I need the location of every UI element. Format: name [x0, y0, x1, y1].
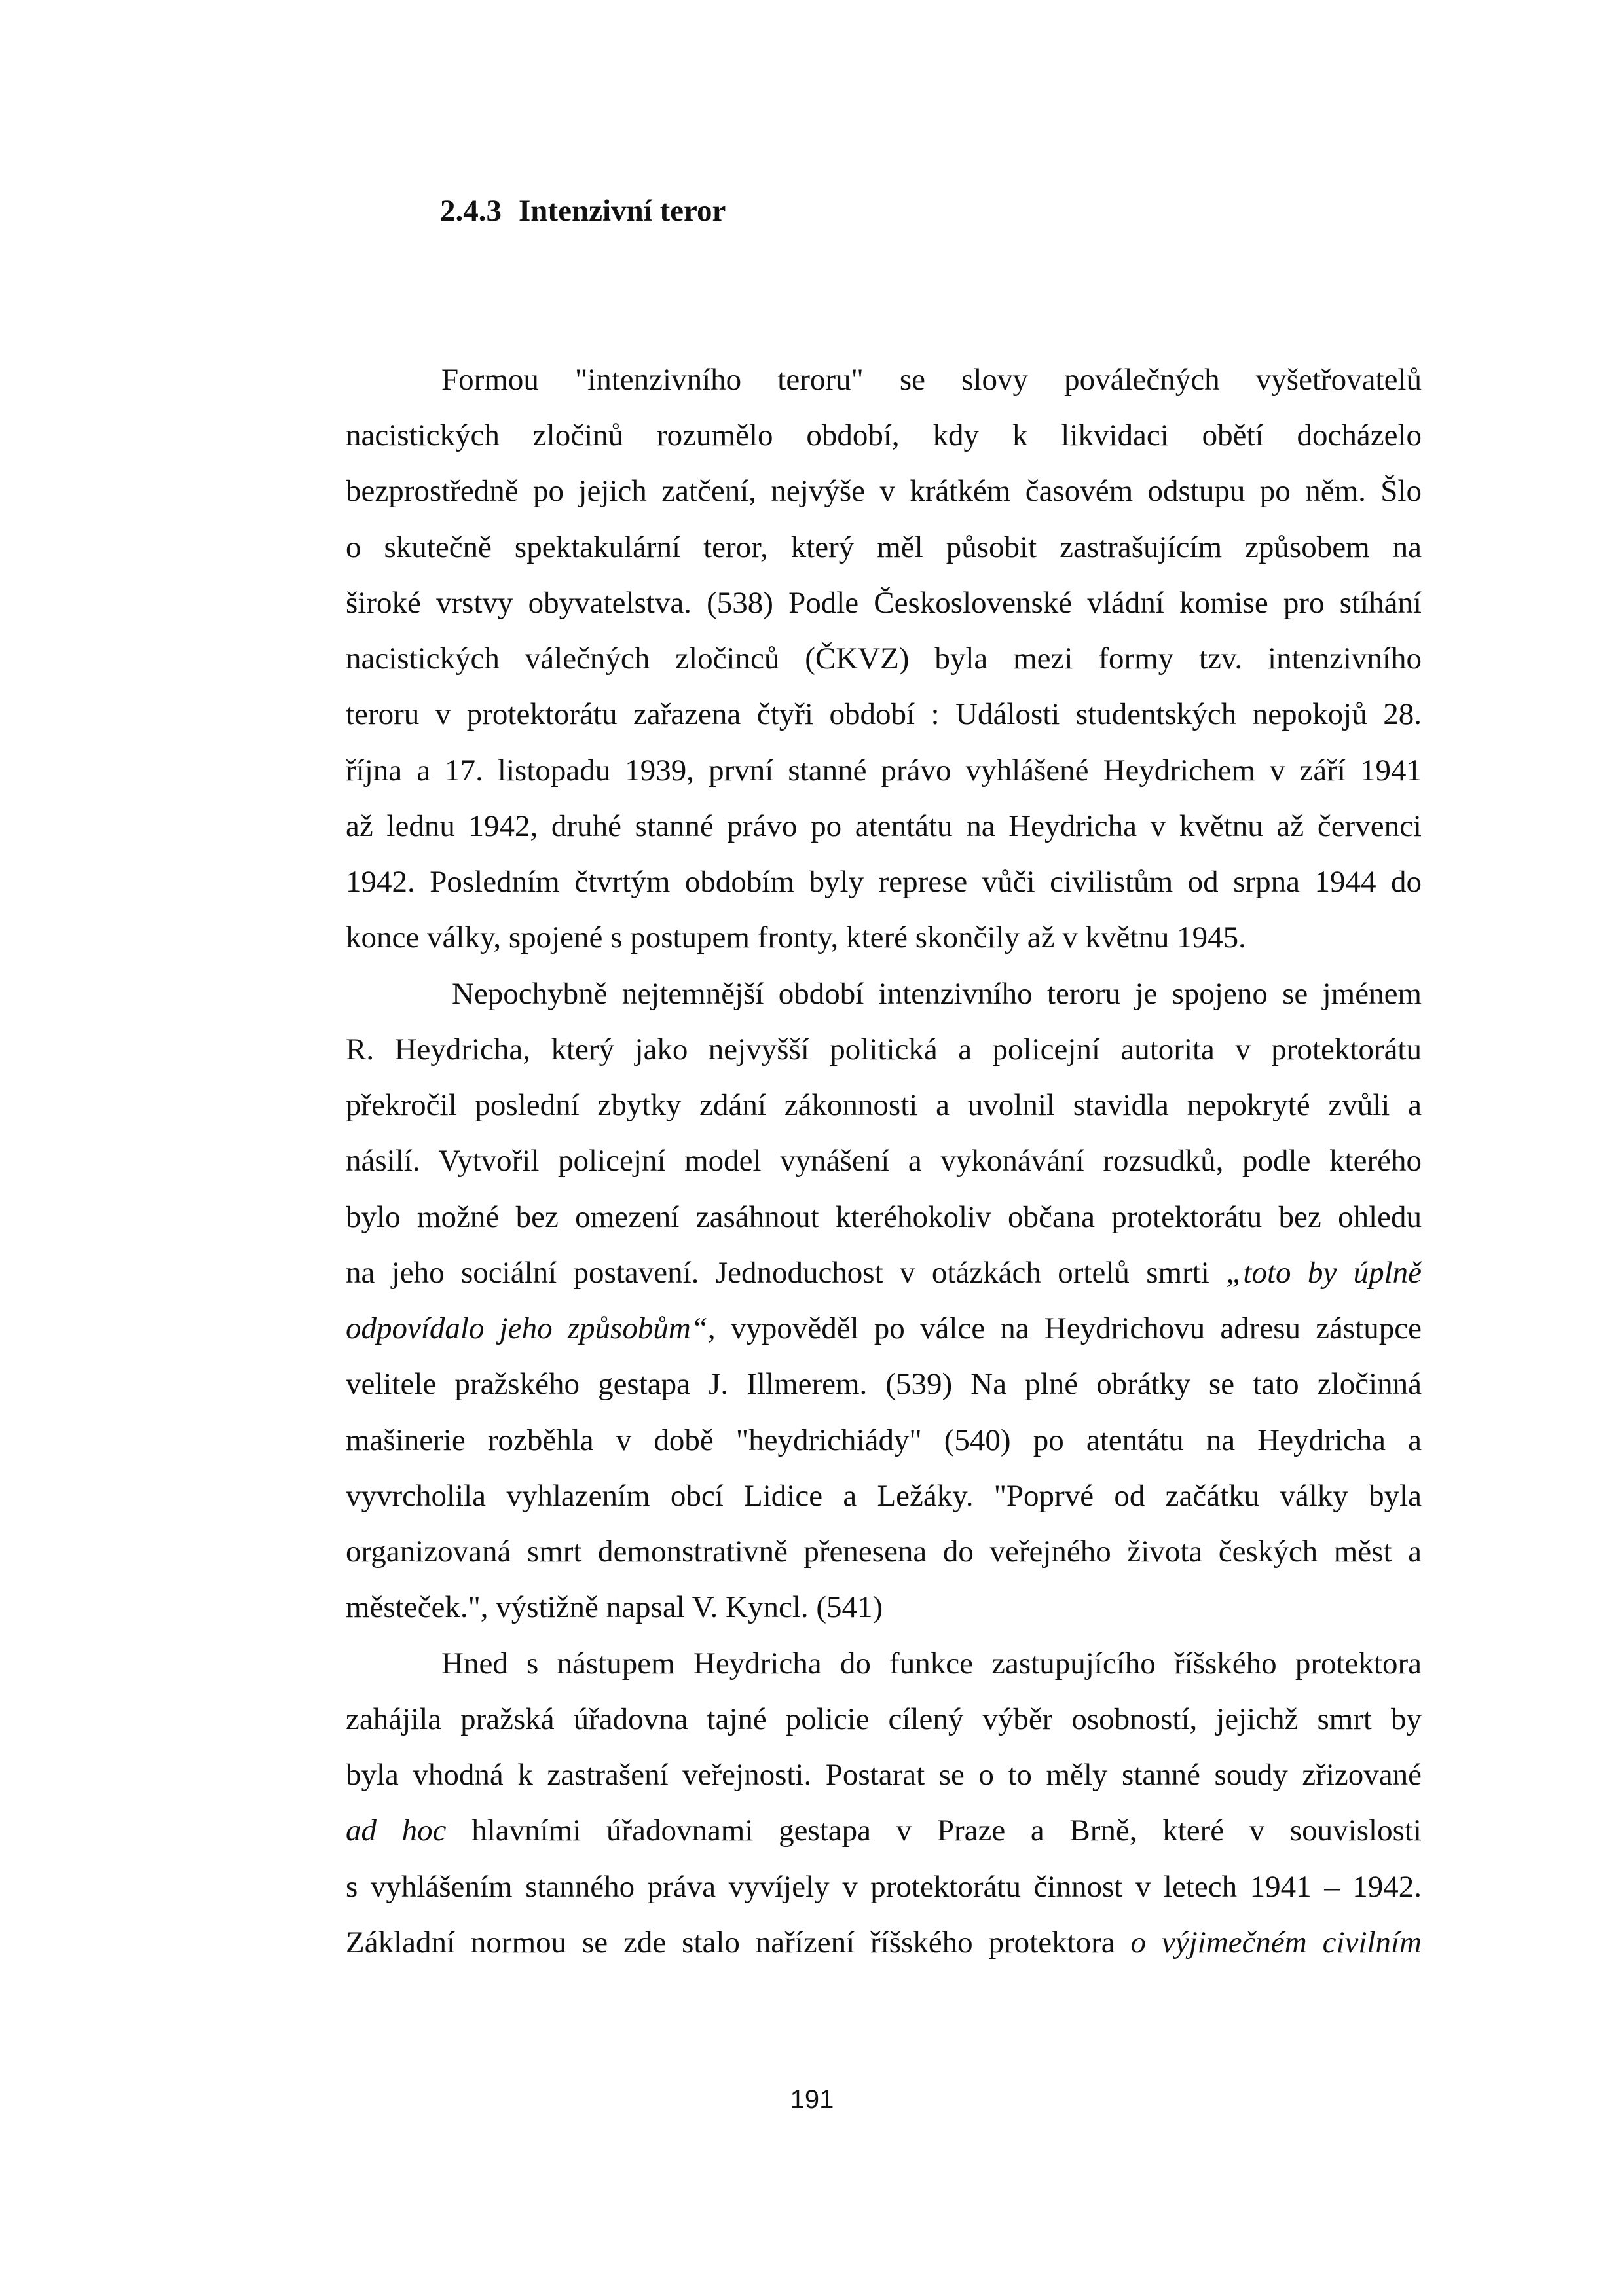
text-line: 1942. Posledním čtvrtým obdobím byly represe vůči civilistům od srpna 1944 do — [346, 865, 1422, 899]
text-line: teroru v protektorátu zařazena čtyři období : Události studentských nepokojů 28. — [346, 697, 1422, 731]
text-line: nacistických zločinů rozumělo období, kdy k likvidaci obětí docházelo — [346, 418, 1422, 452]
text-line: organizovaná smrt demonstrativně přenesena do veřejného života českých měst a — [346, 1535, 1422, 1569]
text-run: hlavními úřadovnami gestapa v Praze a Brně, které v souvislosti — [471, 1813, 1422, 1848]
italic-term: o výjimečném civilním — [1130, 1925, 1422, 1959]
text-line: byla vhodná k zastrašení veřejnosti. Postarat se o to měly stanné soudy zřizované — [346, 1758, 1422, 1792]
text-line — [346, 1811, 1422, 1850]
text-line: s vyhlášením stanného práva vyvíjely v protektorátu činnost v letech 1941 – 1942. — [346, 1870, 1422, 1904]
italic-term: ad hoc — [346, 1813, 447, 1848]
text-line: překročil poslední zbytky zdání zákonnosti a uvolnil stavidla nepokryté zvůli a — [346, 1088, 1422, 1122]
section-title: Intenzivní teror — [519, 194, 726, 228]
text-line — [346, 1309, 1422, 1348]
page-number: 191 — [790, 2085, 834, 2114]
text-line: bylo možné bez omezení zasáhnout kteréhokoliv občana protektorátu bez ohledu — [346, 1200, 1422, 1234]
text-line: velitele pražského gestapa J. Illmerem. (539) Na plné obrátky se tato zločinná — [346, 1367, 1422, 1401]
text-line: zahájila pražská úřadovna tajné policie cílený výběr osobností, jejichž smrt by — [346, 1702, 1422, 1736]
section-heading — [440, 191, 726, 230]
text-line: konce války, spojené s postupem fronty, které skončily až v květnu 1945. — [346, 920, 1246, 955]
text-line: násilí. Vytvořil policejní model vynášení a vykonávání rozsudků, podle kterého — [346, 1144, 1422, 1178]
text-line: až lednu 1942, druhé stanné právo po atentátu na Heydricha v květnu až červenci — [346, 809, 1422, 843]
text-line: mašinerie rozběhla v době "heydrichiády" (540) po atentátu na Heydricha a — [346, 1423, 1422, 1457]
text-line: října a 17. listopadu 1939, první stanné právo vyhlášené Heydrichem v září 1941 — [346, 754, 1422, 788]
text-run: , vypověděl po válce na Heydrichovu adresu zástupce — [707, 1311, 1422, 1345]
text-line — [346, 1923, 1422, 1962]
text-line: vyvrcholila vyhlazením obcí Lidice a Ležáky. "Poprvé od začátku války byla — [346, 1479, 1422, 1513]
text-line — [346, 1253, 1422, 1292]
text-line: o skutečně spektakulární teror, který měl působit zastrašujícím způsobem na — [346, 530, 1422, 564]
text-line: široké vrstvy obyvatelstva. (538) Podle Československé vládní komise pro stíhání — [346, 586, 1422, 620]
text-line: bezprostředně po jejich zatčení, nejvýše v krátkém časovém odstupu po něm. Šlo — [346, 474, 1422, 508]
text-line: Nepochybně nejtemnější období intenzivního teroru je spojeno se jménem — [452, 977, 1422, 1011]
text-line: R. Heydricha, který jako nejvyšší politická a policejní autorita v protektorátu — [346, 1032, 1422, 1066]
text-run: Základní normou se zde stalo nařízení říšského protektora — [346, 1925, 1115, 1959]
italic-quote: odpovídalo jeho způsobům“ — [346, 1311, 708, 1345]
text-line: Hned s nástupem Heydricha do funkce zastupujícího říšského protektora — [441, 1647, 1422, 1681]
text-line: Formou "intenzivního teroru" se slovy poválečných vyšetřovatelů — [441, 363, 1422, 397]
section-number: 2.4.3 — [440, 194, 502, 228]
text-run: na jeho sociální postavení. Jednoduchost v otázkách ortelů smrti — [346, 1256, 1209, 1290]
text-line: nacistických válečných zločinců (ČKVZ) byla mezi formy tzv. intenzivního — [346, 642, 1422, 676]
italic-quote: „toto by úplně — [1226, 1256, 1422, 1290]
text-line: městeček.", výstižně napsal V. Kyncl. (541) — [346, 1590, 883, 1624]
